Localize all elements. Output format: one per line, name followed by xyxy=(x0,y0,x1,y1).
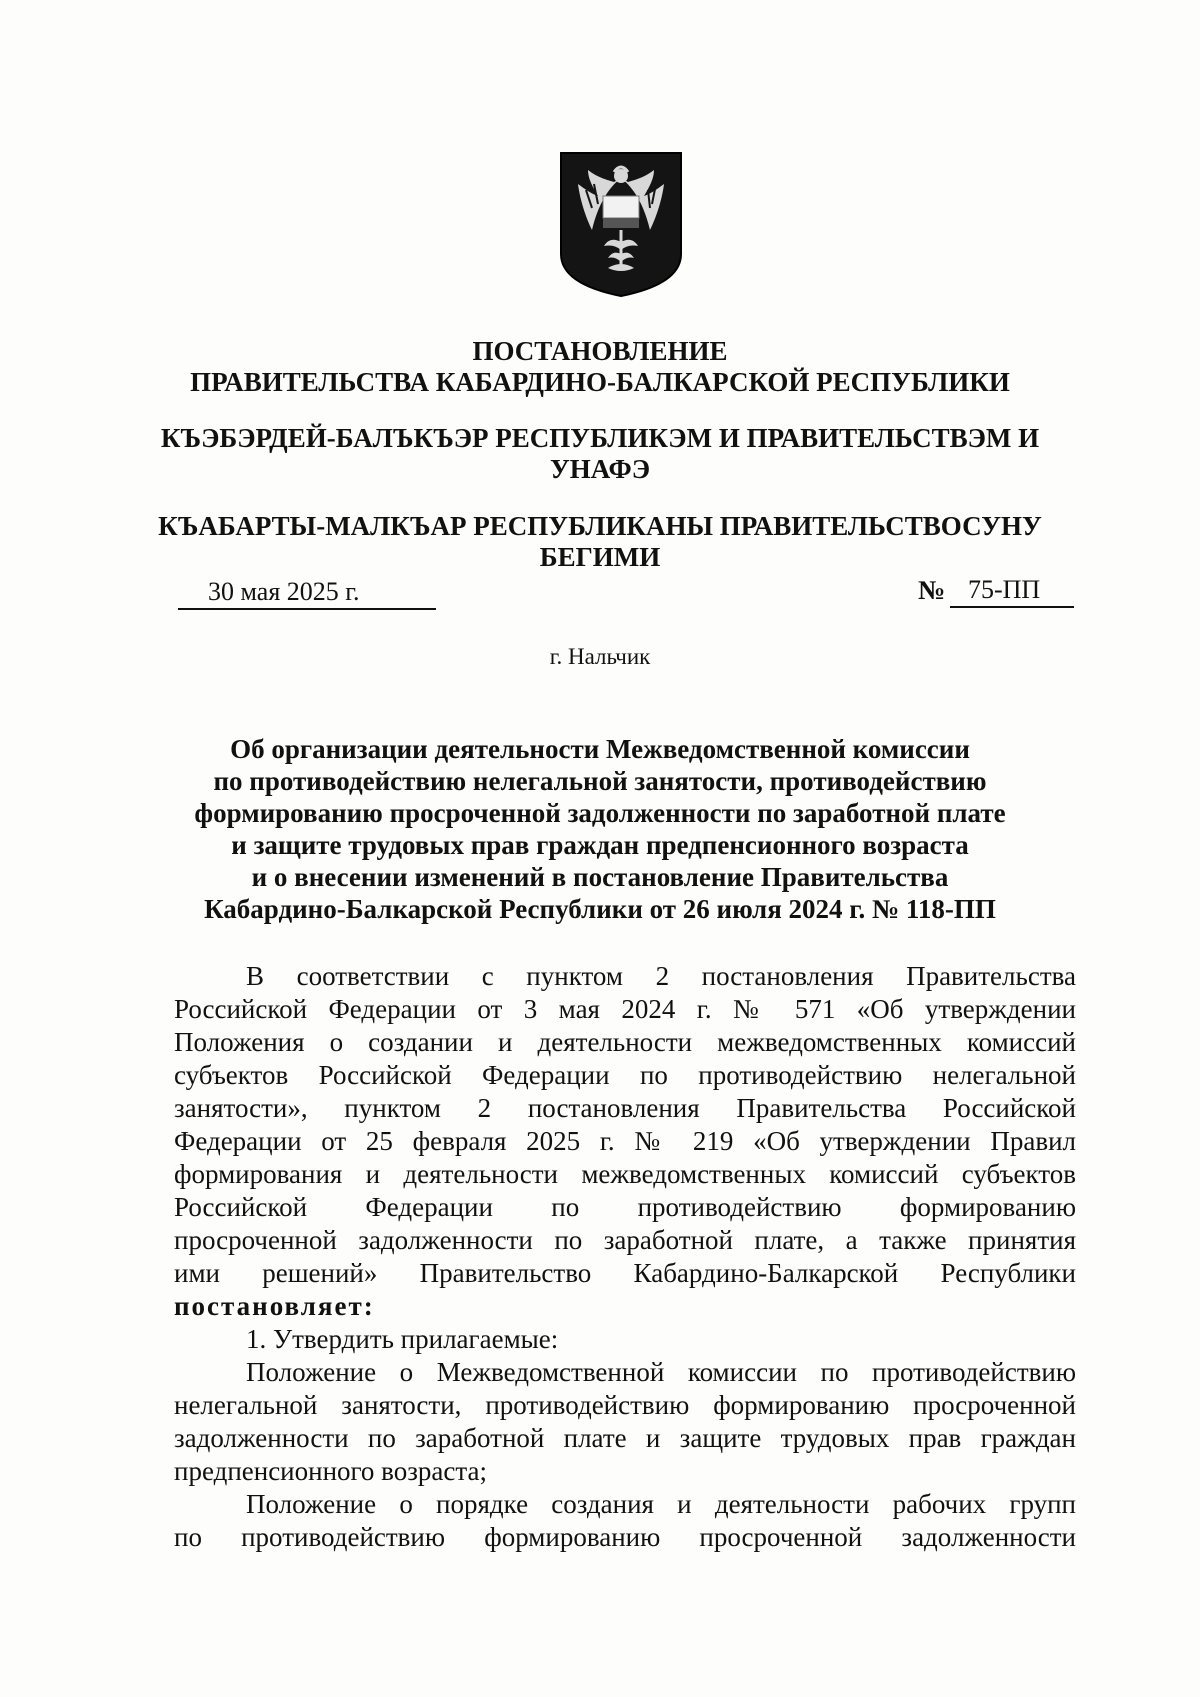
heading-government: ПРАВИТЕЛЬСТВА КАБАРДИНО-БАЛКАРСКОЙ РЕСПУБЛИКИ xyxy=(190,367,1010,397)
title-line: и защите трудовых прав граждан предпенсионного возраста xyxy=(231,830,969,860)
body-line: Положение о Межведомственной комиссии по противодействию xyxy=(246,1357,1076,1387)
body-line: просроченной задолженности по заработной плате, а также принятия xyxy=(174,1225,1076,1255)
body-line: предпенсионного возраста; xyxy=(174,1456,487,1486)
body-line: по противодействию формированию просроченной задолженности xyxy=(174,1522,1076,1552)
item-1: 1. Утвердить прилагаемые: xyxy=(246,1324,559,1354)
body-line: ими решений» Правительство Кабардино-Балкарской Республики xyxy=(174,1258,1076,1288)
document-city: г. Нальчик xyxy=(549,644,651,669)
title-line: по противодействию нелегальной занятости, противодействию xyxy=(213,766,987,796)
body-line: формирования и деятельности межведомственных комиссий субъектов xyxy=(174,1159,1076,1189)
document-number-label: № xyxy=(918,575,946,605)
document-date: 30 мая 2025 г. xyxy=(178,576,436,610)
coat-of-arms-emblem xyxy=(558,150,684,298)
body-line: В соответствии с пунктом 2 постановления Правительства xyxy=(246,961,1076,991)
kabardian-heading-line1: КЪЭБЭРДЕЙ-БАЛЪКЪЭР РЕСПУБЛИКЭМ И ПРАВИТЕЛЬСТВЭМ И xyxy=(160,423,1040,453)
title-line: Об организации деятельности Межведомственной комиссии xyxy=(230,734,970,764)
body-line: Федерации от 25 февраля 2025 г. № 219 «Об утверждении Правил xyxy=(174,1126,1076,1156)
body-line: нелегальной занятости, противодействию формированию просроченной xyxy=(174,1390,1076,1420)
title-line: Кабардино-Балкарской Республики от 26 июля 2024 г. № 118-ПП xyxy=(204,894,996,924)
body-line: Положения о создании и деятельности межведомственных комиссий xyxy=(174,1027,1076,1057)
title-line: и о внесении изменений в постановление Правительства xyxy=(251,862,949,892)
kabardian-heading xyxy=(120,423,1080,485)
body-line: задолженности по заработной плате и защите трудовых прав граждан xyxy=(174,1423,1076,1453)
document-title xyxy=(120,733,1080,925)
title-line: формированию просроченной задолженности по заработной плате xyxy=(194,798,1006,828)
document-number: 75-ПП xyxy=(950,574,1074,608)
balkar-heading-line1: КЪАБАРТЫ-МАЛКЪАР РЕСПУБЛИКАНЫ ПРАВИТЕЛЬСТВОСУНУ xyxy=(158,511,1042,541)
body-line: Российской Федерации по противодействию формированию xyxy=(174,1192,1076,1222)
document-body xyxy=(174,960,1076,1554)
body-line: Положение о порядке создания и деятельности рабочих групп xyxy=(246,1489,1076,1519)
heading-postanovlenie: ПОСТАНОВЛЕНИЕ xyxy=(472,336,728,366)
body-line: занятости», пунктом 2 постановления Правительства Российской xyxy=(174,1093,1076,1123)
balkar-heading xyxy=(120,511,1080,573)
kabardian-heading-line2: УНАФЭ xyxy=(549,454,651,484)
coat-of-arms-icon xyxy=(558,150,684,298)
body-line: Российской Федерации от 3 мая 2024 г. № 571 «Об утверждении xyxy=(174,994,1076,1024)
balkar-heading-line2: БЕГИМИ xyxy=(539,542,661,572)
body-line: субъектов Российской Федерации по противодействию нелегальной xyxy=(174,1060,1076,1090)
document-type-heading xyxy=(120,336,1080,398)
resolves-keyword: постановляет: xyxy=(174,1291,375,1321)
